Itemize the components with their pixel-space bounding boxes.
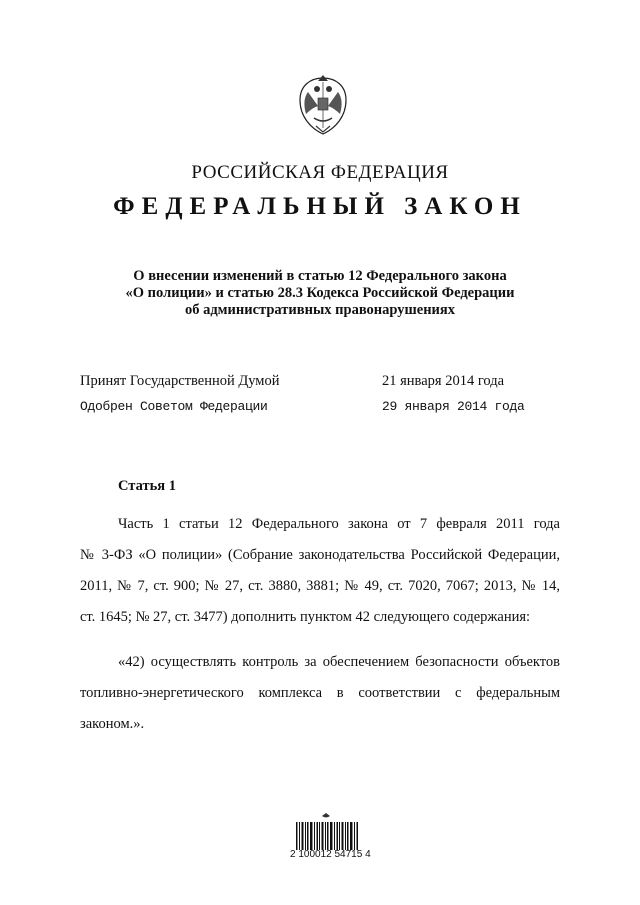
paragraph-line: 2011, № 7, ст. 900; № 27, ст. 3880, 3881; № 49, ст. 7020, 7067; 2013, № 14,	[80, 578, 560, 594]
article-paragraph-2	[80, 652, 560, 745]
subject-line: О внесении изменений в статью 12 Федерального закона	[133, 268, 507, 284]
approval-date: 29 января 2014 года	[382, 399, 525, 414]
country-name: РОССИЙСКАЯ ФЕДЕРАЦИЯ	[191, 162, 449, 183]
adoption-label: Принят Государственной Думой	[80, 373, 280, 389]
paragraph-line: Часть 1 статьи 12 Федерального закона от 7 февраля 2011 года	[118, 516, 560, 532]
paragraph-line: ст. 1645; № 27, ст. 3477) дополнить пунктом 42 следующего содержания:	[80, 609, 531, 625]
article-paragraph-1	[80, 514, 560, 638]
paragraph-line: № 3-ФЗ «О полиции» (Собрание законодательства Российской Федерации,	[80, 547, 560, 563]
document-type: ФЕДЕРАЛЬНЫЙ ЗАКОН	[113, 193, 527, 220]
paragraph-line: «42) осуществлять контроль за обеспечением безопасности объектов	[118, 654, 560, 670]
russian-coat-of-arms-icon	[288, 70, 358, 150]
subject-line: об административных правонарушениях	[184, 302, 456, 318]
barcode-number: 2 100012 54715 4	[290, 849, 371, 860]
barcode-icon	[296, 812, 360, 850]
article-title: Статья 1	[118, 478, 176, 494]
approval-council-row	[80, 399, 550, 419]
paragraph-line: законом.».	[80, 716, 145, 732]
subject-line: «О полиции» и статью 28.3 Кодекса Российской Федерации	[125, 285, 515, 301]
adoption-duma-row	[80, 373, 550, 393]
adoption-date: 21 января 2014 года	[382, 373, 505, 389]
approval-label: Одобрен Советом Федерации	[80, 399, 268, 414]
paragraph-line: топливно-энергетического комплекса в соответствии с федеральным	[80, 685, 560, 701]
law-subject	[60, 268, 580, 319]
